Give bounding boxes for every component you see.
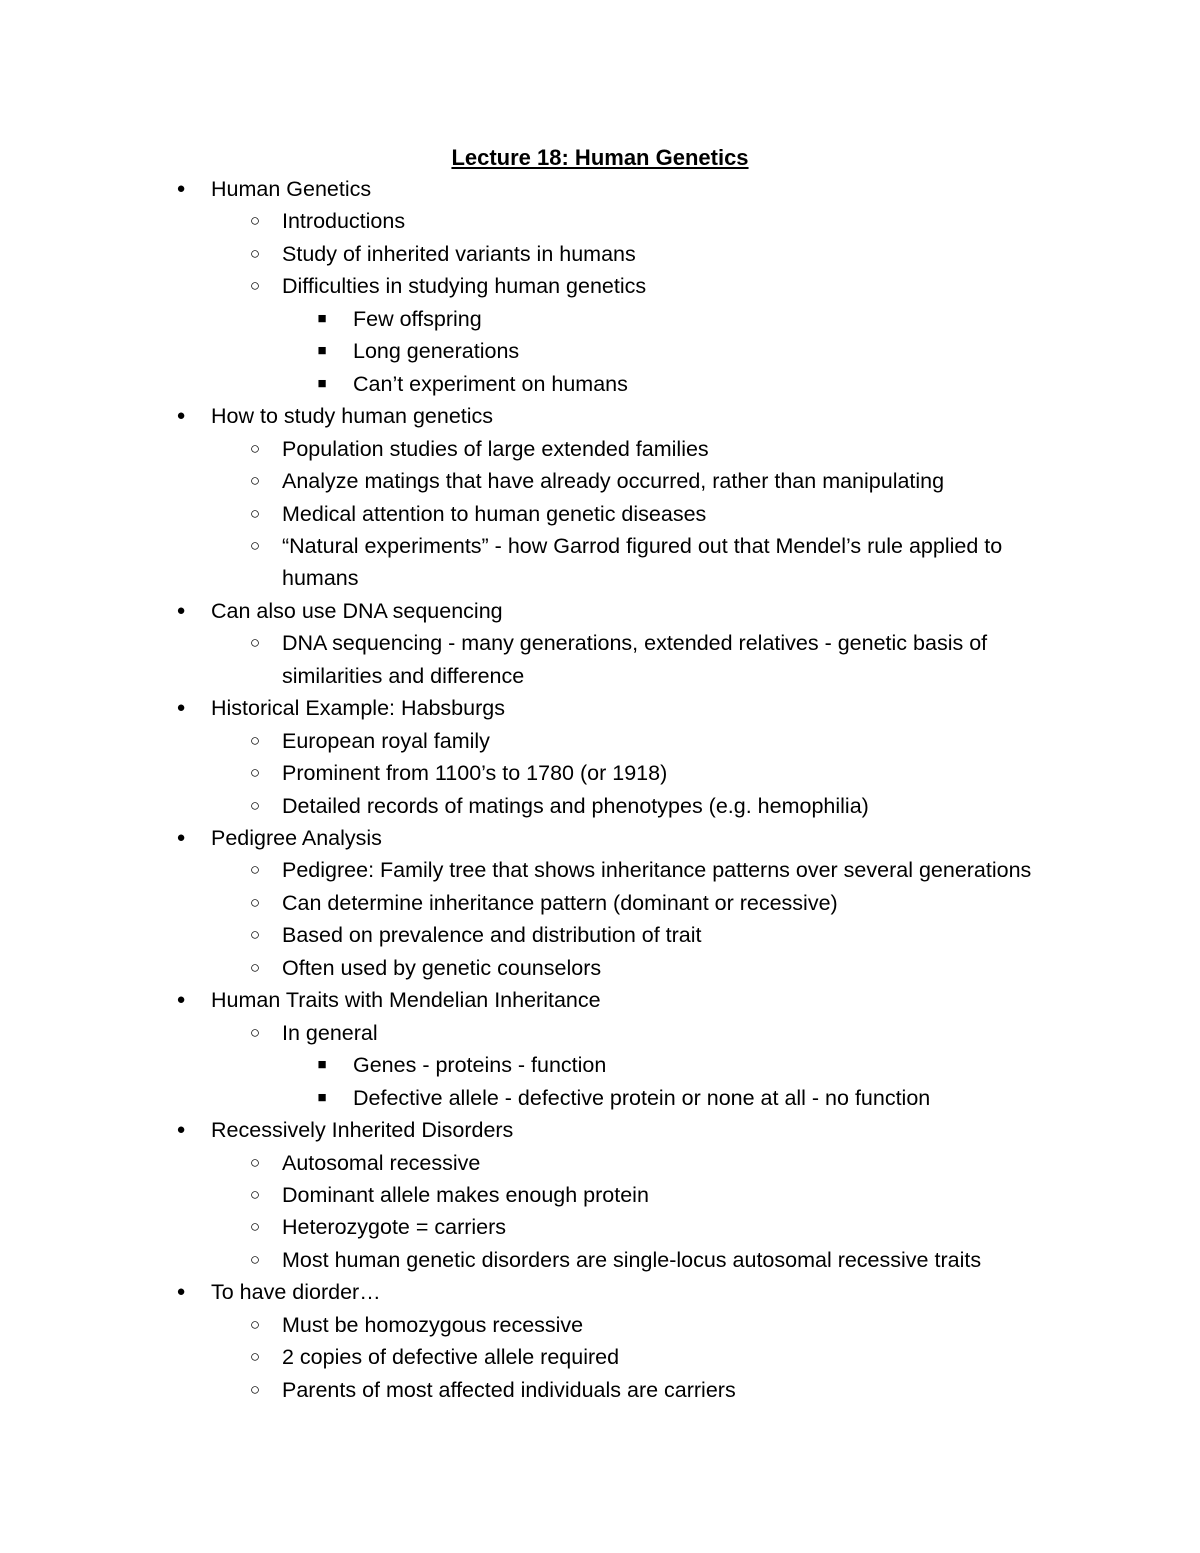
circle-bullet-icon: ○: [249, 1315, 261, 1334]
list-item: How to study human genetics: [211, 404, 494, 428]
disc-bullet-icon: ●: [176, 407, 186, 424]
square-bullet-icon: ■: [317, 342, 327, 359]
list-item: humans: [282, 566, 359, 590]
circle-bullet-icon: ○: [249, 211, 261, 230]
square-bullet-icon: ■: [317, 310, 327, 327]
square-bullet-icon: ■: [317, 1056, 327, 1073]
list-item: To have diorder…: [211, 1280, 381, 1304]
list-item: Can’t experiment on humans: [353, 372, 628, 396]
list-item: Most human genetic disorders are single-locus autosomal recessive traits: [282, 1248, 982, 1272]
circle-bullet-icon: ○: [249, 796, 261, 815]
list-item: Can determine inheritance pattern (dominant or recessive): [282, 891, 838, 915]
list-item: Can also use DNA sequencing: [211, 599, 503, 623]
list-item: Human Genetics: [211, 177, 372, 201]
list-item: Long generations: [353, 339, 520, 363]
list-item: Difficulties in studying human genetics: [282, 274, 647, 298]
list-item: Genes - proteins - function: [353, 1053, 607, 1077]
circle-bullet-icon: ○: [249, 1153, 261, 1172]
list-item: Often used by genetic counselors: [282, 956, 602, 980]
circle-bullet-icon: ○: [249, 893, 261, 912]
list-item: similarities and difference: [282, 664, 525, 688]
list-item: Defective allele - defective protein or none at all - no function: [353, 1086, 931, 1110]
list-item: Pedigree: Family tree that shows inheritance patterns over several generations: [282, 858, 1032, 882]
list-item: European royal family: [282, 729, 490, 753]
circle-bullet-icon: ○: [249, 958, 261, 977]
circle-bullet-icon: ○: [249, 860, 261, 879]
list-item: Detailed records of matings and phenotypes (e.g. hemophilia): [282, 794, 869, 818]
circle-bullet-icon: ○: [249, 276, 261, 295]
square-bullet-icon: ■: [317, 1089, 327, 1106]
list-item: “Natural experiments” - how Garrod figured out that Mendel’s rule applied to: [282, 534, 1003, 558]
list-item: Recessively Inherited Disorders: [211, 1118, 514, 1142]
page-title: Lecture 18: Human Genetics: [451, 145, 749, 170]
list-item: Heterozygote = carriers: [282, 1215, 507, 1239]
circle-bullet-icon: ○: [249, 1380, 261, 1399]
disc-bullet-icon: ●: [176, 699, 186, 716]
circle-bullet-icon: ○: [249, 633, 261, 652]
circle-bullet-icon: ○: [249, 1023, 261, 1042]
circle-bullet-icon: ○: [249, 244, 261, 263]
list-item: Population studies of large extended families: [282, 437, 709, 461]
list-item: DNA sequencing - many generations, extended relatives - genetic basis of: [282, 631, 988, 655]
circle-bullet-icon: ○: [249, 439, 261, 458]
circle-bullet-icon: ○: [249, 471, 261, 490]
circle-bullet-icon: ○: [249, 731, 261, 750]
circle-bullet-icon: ○: [249, 536, 261, 555]
list-item: Study of inherited variants in humans: [282, 242, 636, 266]
list-item: Pedigree Analysis: [211, 826, 382, 850]
list-item: Introductions: [282, 209, 406, 233]
disc-bullet-icon: ●: [176, 1283, 186, 1300]
square-bullet-icon: ■: [317, 375, 327, 392]
list-item: Based on prevalence and distribution of trait: [282, 923, 702, 947]
circle-bullet-icon: ○: [249, 504, 261, 523]
disc-bullet-icon: ●: [176, 1121, 186, 1138]
disc-bullet-icon: ●: [176, 991, 186, 1008]
list-item: Historical Example: Habsburgs: [211, 696, 505, 720]
disc-bullet-icon: ●: [176, 602, 186, 619]
list-item: In general: [282, 1021, 378, 1045]
list-item: Must be homozygous recessive: [282, 1313, 584, 1337]
disc-bullet-icon: ●: [176, 829, 186, 846]
list-item: Medical attention to human genetic diseases: [282, 502, 707, 526]
list-item: Few offspring: [353, 307, 482, 331]
list-item: Parents of most affected individuals are carriers: [282, 1378, 736, 1402]
list-item: Dominant allele makes enough protein: [282, 1183, 649, 1207]
list-item: Human Traits with Mendelian Inheritance: [211, 988, 601, 1012]
circle-bullet-icon: ○: [249, 925, 261, 944]
circle-bullet-icon: ○: [249, 1250, 261, 1269]
list-item: Autosomal recessive: [282, 1151, 481, 1175]
circle-bullet-icon: ○: [249, 1347, 261, 1366]
list-item: Prominent from 1100’s to 1780 (or 1918): [282, 761, 668, 785]
circle-bullet-icon: ○: [249, 1217, 261, 1236]
list-item: 2 copies of defective allele required: [282, 1345, 620, 1369]
list-item: Analyze matings that have already occurred, rather than manipulating: [282, 469, 945, 493]
disc-bullet-icon: ●: [176, 180, 186, 197]
circle-bullet-icon: ○: [249, 1185, 261, 1204]
circle-bullet-icon: ○: [249, 763, 261, 782]
